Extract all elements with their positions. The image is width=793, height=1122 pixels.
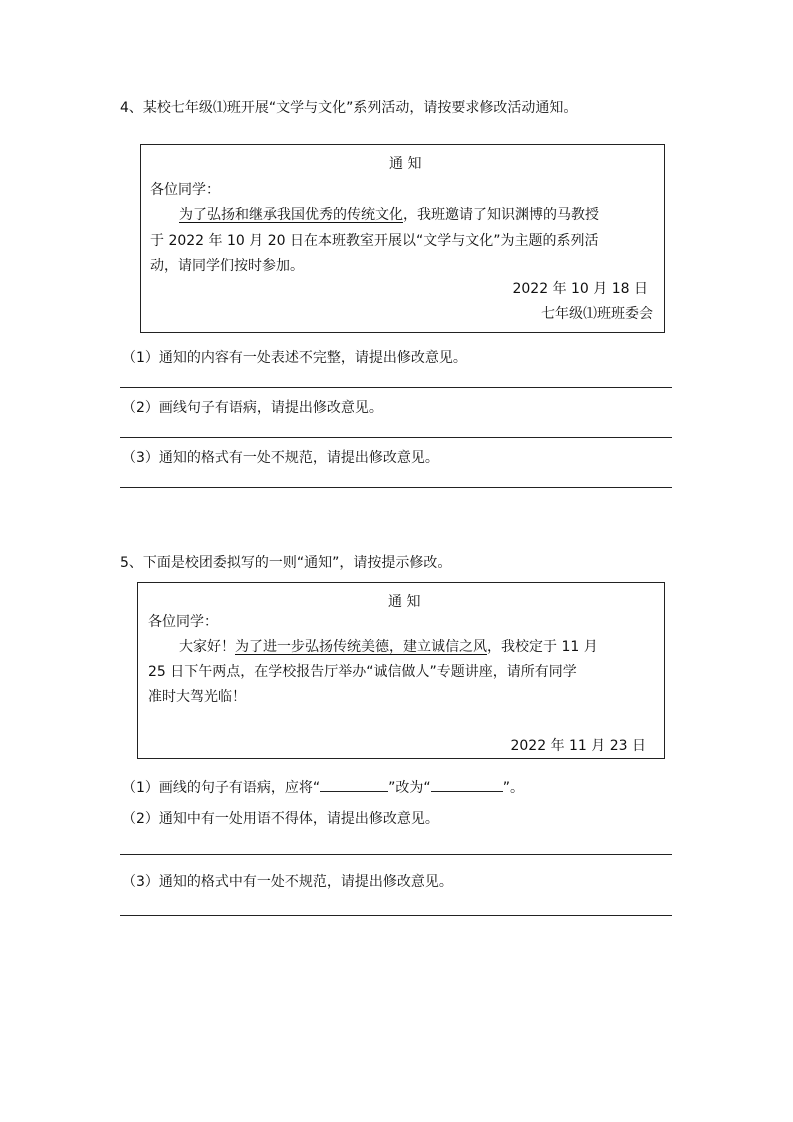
q5-notice-box (137, 582, 665, 759)
q4-answer-line-3[interactable] (120, 487, 672, 488)
q5-notice-date: 2022 年 11 月 23 日 (510, 738, 646, 754)
q5-sub1-suffix: ”。 (502, 780, 524, 796)
q4-heading: 4、某校七年级⑴班开展“文学与文化”系列活动，请按要求修改活动通知。 (120, 100, 578, 116)
q4-answer-line-1[interactable] (120, 387, 672, 388)
q4-notice-signature: 七年级⑴班班委会 (541, 306, 653, 322)
q5-answer-line-2[interactable] (120, 854, 672, 855)
q5-subquestion-1 (122, 777, 524, 797)
q5-sub1-mid: ”改为“ (388, 780, 431, 796)
q4-notice-salutation: 各位同学： (150, 182, 220, 198)
q5-heading: 5、下面是校团委拟写的一则“通知”，请按提示修改。 (120, 555, 452, 571)
q4-answer-line-2[interactable] (120, 437, 672, 438)
q4-notice-body-line1 (179, 204, 599, 224)
q4-subquestion-1: （1）通知的内容有一处表述不完整，请提出修改意见。 (122, 350, 467, 366)
q5-notice-body-line3: 准时大驾光临！ (148, 689, 246, 705)
q4-underlined-sentence: 为了弘扬和继承我国优秀的传统文化 (179, 207, 403, 223)
q4-subquestion-2: （2）画线句子有语病，请提出修改意见。 (122, 400, 383, 416)
q4-notice-body-line2: 于 2022 年 10 月 20 日在本班教室开展以“文学与文化”为主题的系列活 (150, 233, 599, 249)
q5-notice-title: 通 知 (388, 594, 421, 610)
q5-sub1-blank-corrected[interactable] (431, 777, 503, 792)
q4-subquestion-3: （3）通知的格式有一处不规范，请提出修改意见。 (122, 450, 439, 466)
q4-body-line1-rest: ，我班邀请了知识渊博的马教授 (403, 207, 599, 223)
q5-notice-body-line1 (179, 636, 598, 656)
q4-notice-date: 2022 年 10 月 18 日 (512, 281, 648, 297)
q5-sub1-blank-original[interactable] (320, 777, 388, 792)
q5-subquestion-3: （3）通知的格式中有一处不规范，请提出修改意见。 (122, 874, 453, 890)
q5-sub1-prefix: （1）画线的句子有语病，应将“ (122, 780, 321, 796)
q4-notice-box (140, 144, 665, 333)
q5-greeting: 大家好！ (179, 639, 235, 655)
q5-notice-body-line2: 25 日下午两点，在学校报告厅举办“诚信做人”专题讲座，请所有同学 (148, 664, 577, 680)
q5-answer-line-3[interactable] (120, 915, 672, 916)
q5-underlined-sentence: 为了进一步弘扬传统美德，建立诚信之风 (235, 639, 487, 655)
q4-notice-title: 通 知 (389, 156, 422, 172)
q4-notice-body-line3: 动，请同学们按时参加。 (150, 258, 304, 274)
q5-notice-salutation: 各位同学： (148, 614, 218, 630)
q5-body-line1-rest: ，我校定于 11 月 (487, 639, 598, 655)
q5-subquestion-2: （2）通知中有一处用语不得体，请提出修改意见。 (122, 811, 439, 827)
